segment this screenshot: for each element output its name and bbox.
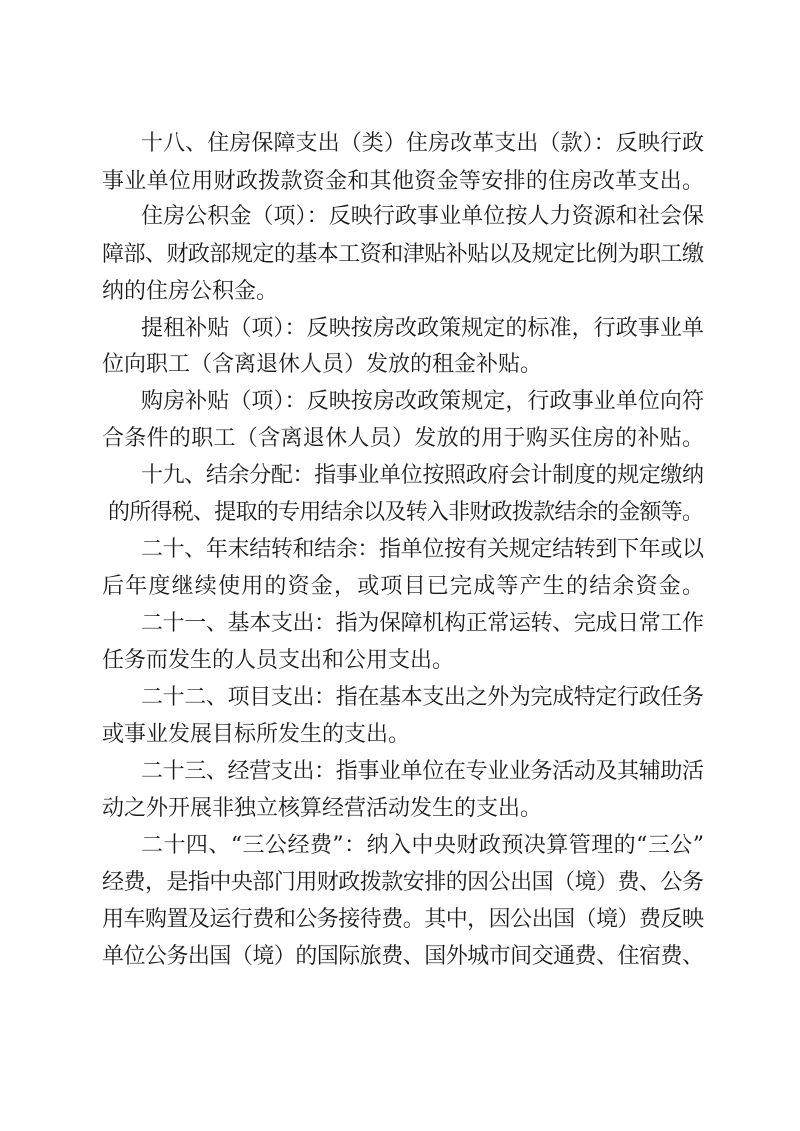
line-text: 任务而发生的人员支出和公用支出。 [102,648,455,673]
line-text: 购房补贴（项）：反映按房改政策规定，行政事业单位向符 [141,389,705,414]
text-line [0,604,800,644]
text-line [0,863,800,903]
line-text: 障部、财政部规定的基本工资和津贴补贴以及规定比例为职工缴 [102,242,704,267]
text-line [0,419,800,459]
line-text: 纳的住房公积金。 [102,279,279,304]
line-text: 的所得税、提取的专用结余以及转入非财政拨款结余的金额等。 [108,500,704,525]
text-line [0,530,800,570]
text-line [0,678,800,718]
text-line [0,493,800,533]
line-text: 或事业发展目标所发生的支出。 [102,722,411,747]
line-text: 合条件的职工（含离退休人员）发放的用于购买住房的补贴。 [102,426,705,451]
text-line [0,456,800,496]
line-text: 用车购置及运行费和公务接待费。其中，因公出国（境）费反映 [102,907,704,932]
line-text: 二十三、经营支出：指事业单位在专业业务活动及其辅助活 [141,759,704,784]
line-text: 经费，是指中央部门用财政拨款安排的因公出国（境）费、公务 [102,870,704,895]
text-line [0,937,800,977]
line-text: 二十、年末结转和结余：指单位按有关规定结转到下年或以 [141,537,704,562]
text-line [0,272,800,312]
line-text: 十八、住房保障支出（类）住房改革支出（款）：反映行政 [141,131,705,156]
line-text: 二十四、“三公经费”：纳入中央财政预决算管理的“三公” [141,833,705,858]
line-text: 动之外开展非独立核算经营活动发生的支出。 [102,796,543,821]
text-line [0,567,800,607]
text-line [0,900,800,940]
line-text: 单位公务出国（境）的国际旅费、国外城市间交通费、住宿费、 [102,944,704,969]
line-text: 位向职工（含离退休人员）发放的租金补贴。 [102,352,543,377]
line-text: 提租补贴（项）：反映按房改政策规定的标准，行政事业单 [141,316,705,341]
line-text: 住房公积金（项）：反映行政事业单位按人力资源和社会保 [141,204,705,229]
text-line [0,124,800,164]
line-text: 十九、结余分配：指事业单位按照政府会计制度的规定缴纳 [141,463,704,488]
line-text: 事业单位用财政拨款资金和其他资金等安排的住房改革支出。 [102,169,705,194]
text-line [0,752,800,792]
text-line [0,345,800,385]
text-line [0,789,800,829]
line-text: 二十二、项目支出：指在基本支出之外为完成特定行政任务 [141,685,704,710]
line-text: 二十一、基本支出：指为保障机构正常运转、完成日常工作 [141,611,704,636]
text-line [0,197,800,237]
text-line [0,162,800,202]
text-line [0,309,800,349]
text-line [0,235,800,275]
text-line [0,826,800,866]
line-text: 后年度继续使用的资金，或项目已完成等产生的结余资金。 [102,574,706,599]
text-line [0,641,800,681]
text-line [0,715,800,755]
text-line [0,382,800,422]
